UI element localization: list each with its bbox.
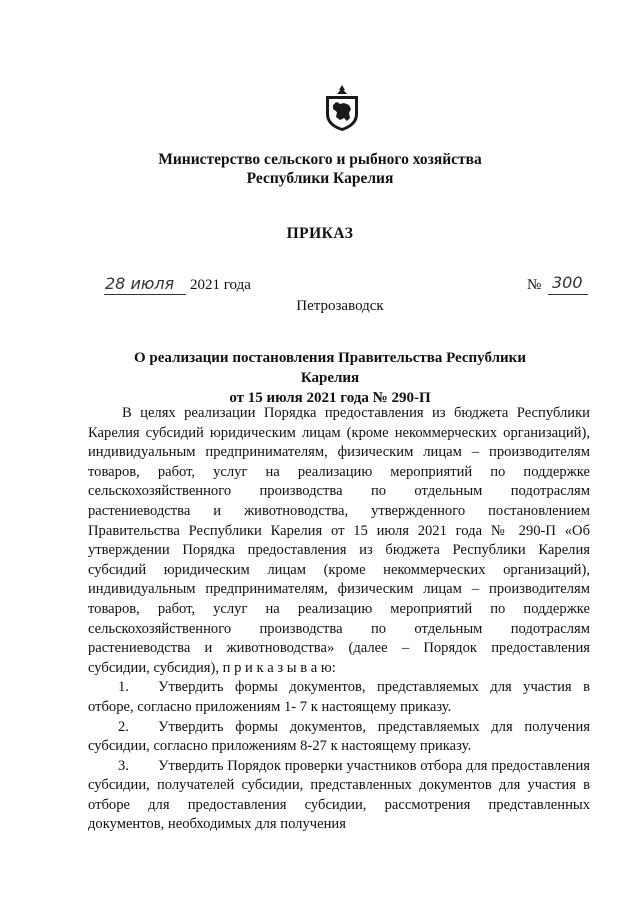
ministry-line-2: Республики Карелия (246, 170, 394, 187)
document-type-title: ПРИКАЗ (286, 225, 354, 242)
order-body (88, 404, 590, 835)
number-label: № (527, 277, 542, 293)
order-item-1: 1. Утвердить формы документов, представляемых для участия в отборе, согласно приложениям 1- 7 к настоящему приказу. (88, 679, 590, 715)
date-year: 2021 года (190, 277, 251, 293)
ministry-line-1: Министерство сельского и рыбного хозяйства (158, 151, 482, 168)
handwritten-number: 300 (552, 273, 583, 292)
subject-line-2: от 15 июля 2021 года № 290-П (229, 390, 431, 406)
order-item-2: 2. Утвердить формы документов, представляемых для получения субсидии, согласно приложениям 8-27 к настоящему приказу. (88, 718, 590, 755)
preamble-paragraph: В целях реализации Порядка предоставления из бюджета Республики Карелия субсидий юридическим лицам (кроме некоммерческих организаций), индивидуальным предпринимателям, физическим лицам – производителям товаров, работ, услуг на реализацию мероприятий по поддержке сельскохозяйственного производства по отдельным подотраслям растениеводства и животноводства, утвержденного постановлением Правительства Республики Карелия от 15 июля 2021 года № 290-П «Об утверждении Порядка предоставления из бюджета Республики Карелия субсидий юридическим лицам (кроме некоммерческих организаций), индивидуальным предпринимателям, физическим лицам – производителям товаров, работ, услуг на реализацию мероприятий по поддержке сельскохозяйственного производства по отдельным подотраслям растениеводства и животноводства» (далее – Порядок предоставления субсидии, субсидия), п р и к а з ы в а ю: (88, 405, 590, 676)
number-underline (548, 294, 588, 295)
handwritten-date: 28 июля (105, 274, 175, 293)
subject-line-1: О реализации постановления Правительства Республики Карелия (134, 350, 526, 386)
order-subject (110, 348, 550, 408)
city: Петрозаводск (296, 298, 384, 314)
ministry-name (0, 150, 640, 188)
date-underline (104, 294, 186, 295)
karelia-coat-of-arms-icon (322, 84, 362, 132)
order-item-3: 3. Утвердить Порядок проверки участников отбора для предоставления субсидии, получателей субсидии, представленных документов для участия в отборе для предоставления субсидии, рассмотрения представленных документов, необходимых для получения (88, 757, 590, 833)
